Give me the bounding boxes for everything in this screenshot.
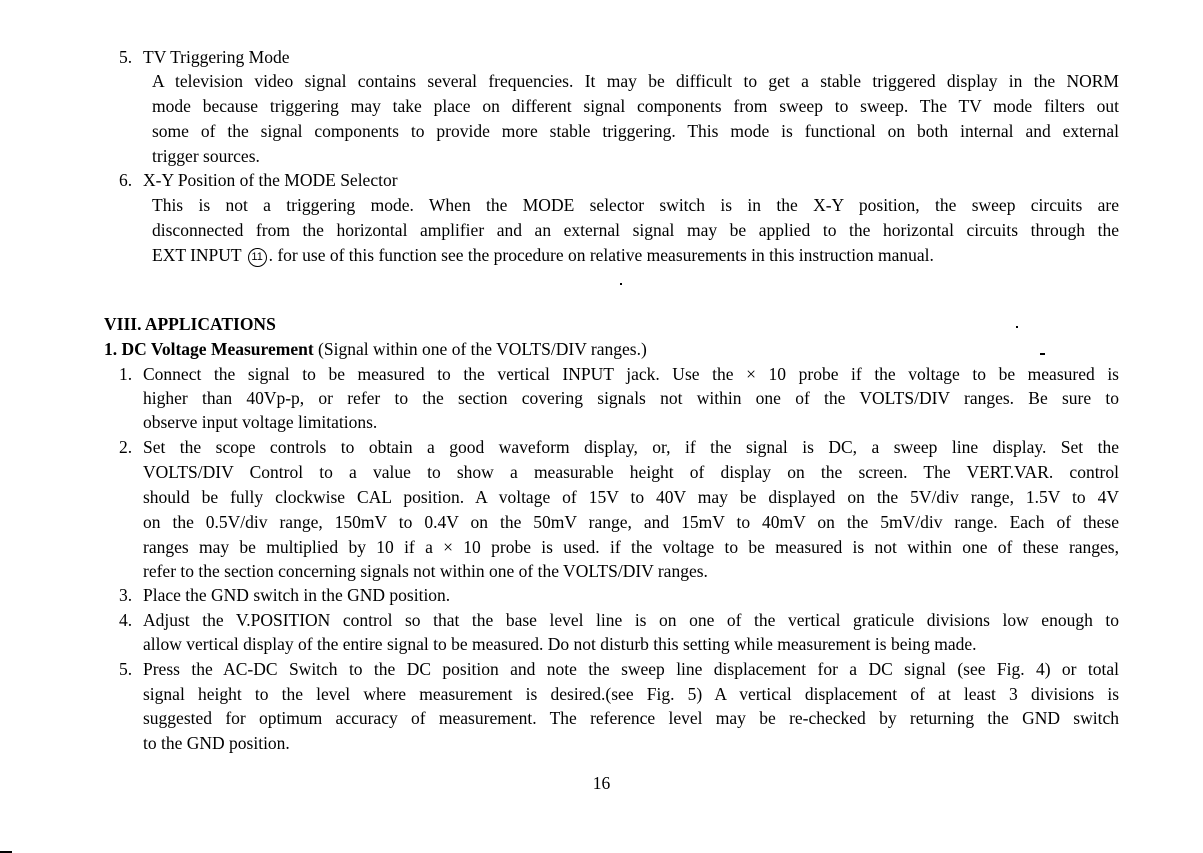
- paragraph-line: observe input voltage limitations.: [143, 412, 378, 432]
- paragraph-line: higher than 40Vp-p, or refer to the section covering signals not within one of the VOLTS/DIV ranges. Be sure to: [143, 388, 1119, 408]
- paragraph-text: . for use of this function see the procedure on relative measurements in this instruction manual.: [268, 245, 934, 265]
- paragraph-line: VOLTS/DIV Control to a value to show a measurable height of display on the screen. The VERT.VAR. control: [143, 462, 1119, 482]
- section-title: X-Y Position of the MODE Selector: [143, 170, 398, 190]
- page-number: 16: [592, 773, 611, 793]
- paragraph-line: Connect the signal to be measured to the vertical INPUT jack. Use the × 10 probe if the voltage to be measured is: [143, 364, 1119, 384]
- subsection-label: 1. DC Voltage Measurement: [104, 339, 314, 359]
- subsection-heading: [104, 337, 647, 361]
- paragraph-line: to the GND position.: [143, 733, 290, 753]
- ext-input-label: EXT INPUT: [152, 245, 242, 265]
- paragraph-line: on the 0.5V/div range, 150mV to 0.4V on the 50mV range, and 15mV to 40mV on the 5mV/div range. Each of these: [143, 512, 1119, 532]
- step-number: 3.: [119, 585, 133, 605]
- step-number: 1.: [119, 364, 133, 384]
- scan-mark: [620, 283, 622, 285]
- chapter-heading: VIII. APPLICATIONS: [104, 314, 276, 334]
- item-number: 5.: [119, 47, 133, 67]
- paragraph-line: signal height to the level where measurement is desired.(see Fig. 5) A vertical displacement of at least 3 divisions is: [143, 684, 1119, 704]
- paragraph-line: [152, 243, 934, 267]
- step-number: 5.: [119, 659, 133, 679]
- paragraph-line: Set the scope controls to obtain a good waveform display, or, if the signal is DC, a sweep line display. Set the: [143, 437, 1119, 457]
- subsection-note: (Signal within one of the VOLTS/DIV ranges.): [318, 339, 647, 359]
- paragraph-line: disconnected from the horizontal amplifier and an external signal may be applied to the horizontal circuits through the: [152, 220, 1119, 240]
- paragraph-line: Adjust the V.POSITION control so that the base level line is on one of the vertical graticule divisions low enough to: [143, 610, 1119, 630]
- scan-mark: [0, 851, 12, 853]
- paragraph-line: should be fully clockwise CAL position. A voltage of 15V to 40V may be displayed on the 5V/div range, 1.5V to 4V: [143, 487, 1119, 507]
- paragraph-line: Press the AC-DC Switch to the DC position and note the sweep line displacement for a DC signal (see Fig. 4) or total: [143, 659, 1119, 679]
- scan-mark: [1016, 326, 1018, 328]
- paragraph-line: some of the signal components to provide more stable triggering. This mode is functional on both internal and external: [152, 121, 1119, 141]
- paragraph-line: This is not a triggering mode. When the MODE selector switch is in the X-Y position, the sweep circuits are: [152, 195, 1119, 215]
- paragraph-line: Place the GND switch in the GND position.: [143, 585, 451, 605]
- scan-mark: [1040, 353, 1045, 355]
- paragraph-line: allow vertical display of the entire signal to be measured. Do not disturb this setting while measurement is being made.: [143, 634, 977, 654]
- circled-reference-icon: 11: [248, 248, 267, 267]
- step-number: 2.: [119, 437, 133, 457]
- paragraph-line: A television video signal contains several frequencies. It may be difficult to get a stable triggered display in the NORM: [152, 71, 1119, 91]
- step-number: 4.: [119, 610, 133, 630]
- paragraph-line: suggested for optimum accuracy of measurement. The reference level may be re-checked by returning the GND switch: [143, 708, 1119, 728]
- paragraph-line: refer to the section concerning signals not within one of the VOLTS/DIV ranges.: [143, 561, 708, 581]
- paragraph-line: trigger sources.: [152, 146, 260, 166]
- section-title: TV Triggering Mode: [143, 47, 290, 67]
- paragraph-line: ranges may be multiplied by 10 if a × 10 probe is used. if the voltage to be measured is not within one of these ranges,: [143, 537, 1119, 557]
- paragraph-line: mode because triggering may take place on different signal components from sweep to sweep. The TV mode filters out: [152, 96, 1119, 116]
- item-number: 6.: [119, 170, 133, 190]
